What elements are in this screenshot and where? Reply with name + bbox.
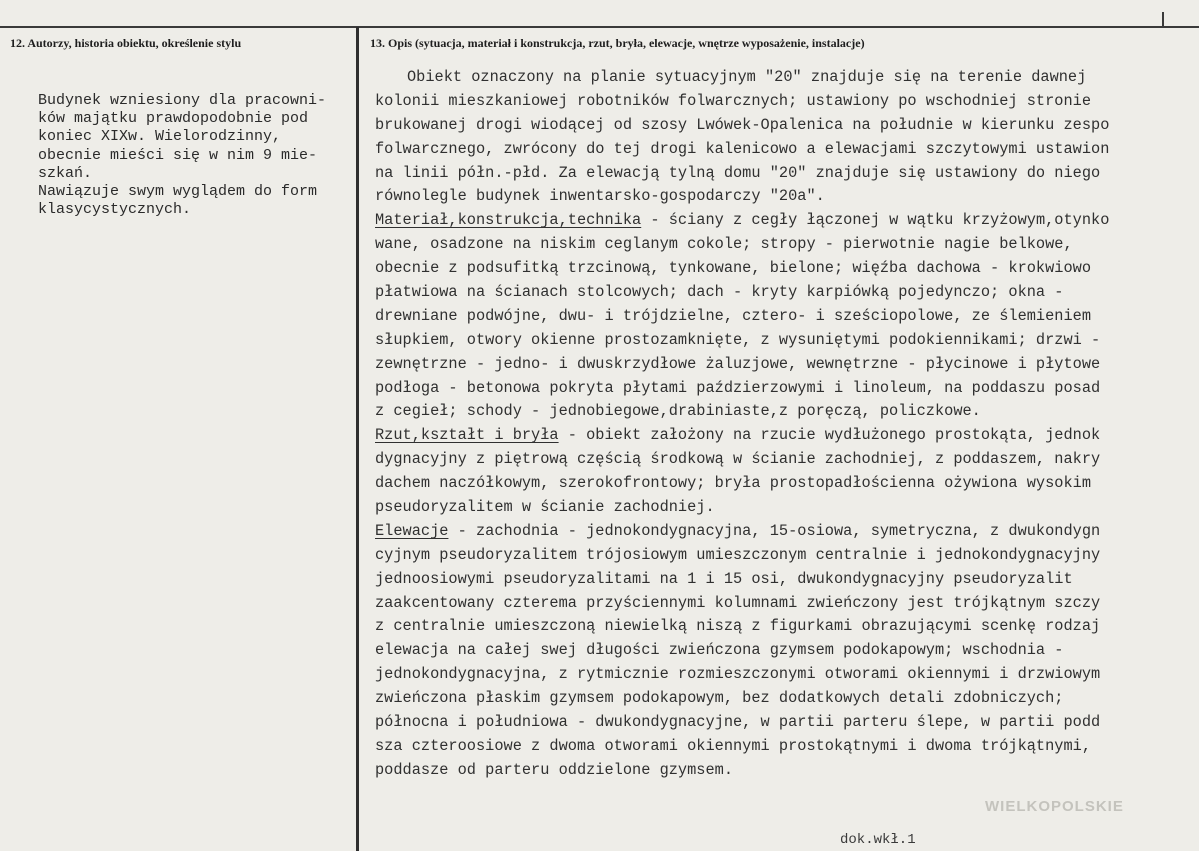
- faded-stamp: WIELKOPOLSKIE: [985, 798, 1124, 815]
- material-first-line: [375, 209, 1199, 233]
- header-authors-history: 12. Autorzy, historia obiektu, określenie stylu: [10, 36, 242, 50]
- elewacje-line: z centralnie umieszczoną niewielką niszą z figurkami obrazującymi scenkę rodzaj: [375, 617, 1101, 636]
- material-line: wane, osadzone na niskim ceglanym cokole; stropy - pierwotnie nagie belkowe,: [375, 235, 1073, 254]
- material-line: zewnętrzne - jedno- i dwuskrzydłowe żaluzjowe, wewnętrzne - płycinowe i płytowe: [375, 354, 1101, 373]
- description-text: [375, 66, 1199, 783]
- material-line: obecnie z podsufitką trzcinową, tynkowane, bielone; więźba dachowa - krokwiowo: [375, 259, 1092, 278]
- elewacje-line: północna i południowa - dwukondygnacyjne, w partii parteru ślepe, w partii podd: [375, 713, 1101, 732]
- history-line: klasycystycznych.: [38, 201, 192, 219]
- rzut-first-rest: - obiekt założony na rzucie wydłużonego prostokąta, jednok: [558, 426, 1101, 445]
- history-text: [38, 92, 356, 219]
- material-line: słupkiem, otwory okienne prostozamknięte, z wysuniętymi podokiennikami; drzwi -: [375, 330, 1101, 349]
- elewacje-line: zwieńczona płaskim gzymsem podokapowym, bez dodatkowych detali zdobniczych;: [375, 689, 1064, 708]
- history-line: ków majątku prawdopodobnie pod: [38, 110, 309, 128]
- rzut-heading: Rzut,kształt i bryła: [375, 426, 559, 445]
- column-divider: [356, 27, 359, 851]
- history-line: szkań.: [38, 164, 93, 182]
- footer-note: dok.wkł.1: [840, 832, 916, 848]
- elewacje-line: sza czteroosiowe z dwoma otworami okiennymi prostokątnymi i dwoma trójkątnymi,: [375, 736, 1092, 755]
- intro-line: na linii półn.-płd. Za elewacją tylną domu "20" znajduje się ustawiony do niego: [375, 163, 1101, 182]
- elewacje-first-line: [375, 520, 1199, 544]
- intro-line: folwarcznego, zwrócony do tej drogi kalenicowo a elewacjami szczytowymi ustawion: [375, 139, 1110, 158]
- elewacje-line: poddasze od parteru oddzielone gzymsem.: [375, 760, 734, 779]
- rzut-line: pseudoryzalitem w ścianie zachodniej.: [375, 498, 715, 517]
- elewacje-first-rest: - zachodnia - jednokondygnacyjna, 15-osiowa, symetryczna, z dwukondygn: [448, 521, 1101, 540]
- material-line: płatwiowa na ścianach stolcowych; dach - kryty karpiówką pojedynczo; okna -: [375, 283, 1064, 302]
- top-rule: [0, 26, 1199, 28]
- history-line: Nawiązuje swym wyglądem do form: [38, 182, 318, 200]
- intro-line: równolegle budynek inwentarsko-gospodarczy "20a".: [375, 187, 825, 206]
- intro-line: kolonii mieszkaniowej robotników folwarcznych; ustawiony po wschodniej stronie: [375, 91, 1092, 110]
- history-line: koniec XIXw. Wielorodzinny,: [38, 128, 282, 146]
- material-first-rest: - ściany z cegły łączonej w wątku krzyżowym,otynko: [641, 211, 1110, 230]
- elewacje-line: zaakcentowany czterema przyściennymi kolumnami zwieńczony jest trójkątnym szczy: [375, 593, 1101, 612]
- corner-tick: [1162, 12, 1164, 28]
- material-line: drewniane podwójne, dwu- i trójdzielne, cztero- i sześciopolowe, ze ślemieniem: [375, 306, 1092, 325]
- elewacje-line: jednokondygnacyjna, z rytmicznie rozmieszczonymi otworami okiennymi i drzwiowym: [375, 665, 1101, 684]
- material-line: podłoga - betonowa pokryta płytami paździerzowymi i linoleum, na poddaszu posad: [375, 378, 1101, 397]
- rzut-line: dachem naczółkowym, szerokofrontowy; bryła prostopadłościenna ożywiona wysokim: [375, 474, 1092, 493]
- rzut-first-line: [375, 424, 1199, 448]
- elewacje-line: cyjnym pseudoryzalitem trójosiowym umieszczonym centralnie i jednokondygnacyjny: [375, 545, 1101, 564]
- history-line: Budynek wzniesiony dla pracowni-: [38, 92, 327, 109]
- header-description: 13. Opis (sytuacja, materiał i konstrukcja, rzut, bryła, elewacje, wnętrze wyposażenie, instalacje): [370, 36, 865, 50]
- elewacje-line: elewacja na całej swej długości zwieńczona gzymsem podokapowym; wschodnia -: [375, 641, 1064, 660]
- material-line: z cegieł; schody - jednobiegowe,drabiniaste,z poręczą, policzkowe.: [375, 402, 981, 421]
- material-heading: Materiał,konstrukcja,technika: [375, 211, 642, 230]
- elewacje-line: jednoosiowymi pseudoryzalitami na 1 i 15 osi, dwukondygnacyjny pseudoryzalit: [375, 569, 1073, 588]
- history-line: obecnie mieści się w nim 9 mie-: [38, 146, 318, 164]
- rzut-line: dygnacyjny z piętrową częścią środkową w ścianie zachodniej, z poddaszem, nakry: [375, 450, 1101, 469]
- intro-line: Obiekt oznaczony na planie sytuacyjnym "20" znajduje się na terenie dawnej: [407, 68, 1087, 86]
- elewacje-heading: Elewacje: [375, 521, 449, 540]
- intro-line: brukowanej drogi wiodącej od szosy Lwówek-Opalenica na południe w kierunku zespo: [375, 115, 1110, 134]
